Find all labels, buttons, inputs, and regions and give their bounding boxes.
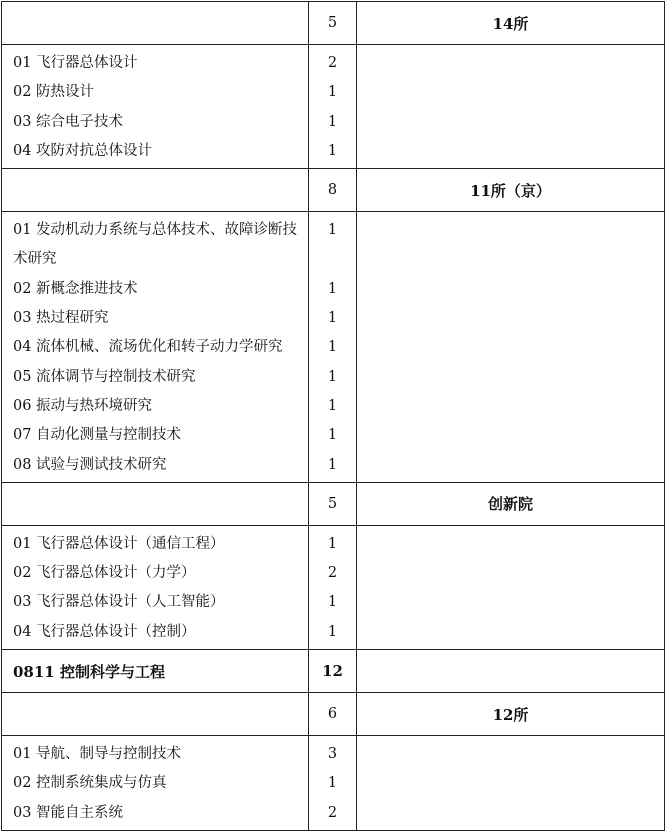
- direction-item: 08 试验与测试技术研究: [13, 456, 167, 473]
- section-count: 6: [309, 693, 357, 736]
- blank-cell: [357, 525, 665, 649]
- major-label: 0811 控制科学与工程: [2, 650, 309, 693]
- direction-list: [2, 736, 309, 831]
- section-items-row: [2, 212, 665, 483]
- direction-count: 3: [327, 746, 338, 763]
- blank-cell: [357, 45, 665, 169]
- blank-cell: [357, 650, 665, 693]
- direction-count: 1: [327, 397, 338, 414]
- direction-count: 1: [327, 339, 338, 356]
- direction-count: 1: [327, 142, 338, 159]
- direction-count: 1: [327, 427, 338, 444]
- direction-item: 01 飞行器总体设计: [13, 55, 138, 71]
- direction-count: 2: [327, 55, 338, 71]
- major-count: 12: [309, 650, 357, 693]
- section-header-row: [2, 693, 665, 736]
- direction-item: 06 振动与热环境研究: [13, 397, 153, 414]
- direction-item: 03 飞行器总体设计（人工智能）: [13, 594, 225, 611]
- direction-count: 1: [327, 535, 338, 552]
- direction-count: 2: [327, 804, 338, 821]
- section-items-row: [2, 525, 665, 649]
- institute-name: 创新院: [357, 482, 665, 525]
- blank-cell: [2, 693, 309, 736]
- direction-item: 01 导航、制导与控制技术: [13, 746, 182, 763]
- direction-item: 03 热过程研究: [13, 310, 109, 327]
- blank-cell: [2, 169, 309, 212]
- direction-item: 01 飞行器总体设计（通信工程）: [13, 535, 225, 552]
- direction-item: 02 飞行器总体设计（力学）: [13, 565, 196, 582]
- blank-cell: [2, 482, 309, 525]
- direction-item: 03 综合电子技术: [13, 113, 124, 130]
- section-header-row: [2, 482, 665, 525]
- direction-count: 1: [327, 775, 338, 792]
- direction-count: 1: [327, 623, 338, 640]
- direction-counts: [309, 525, 357, 649]
- direction-count: 1: [327, 222, 338, 239]
- direction-item: 02 防热设计: [13, 84, 95, 101]
- direction-count: 2: [327, 565, 338, 582]
- institute-name: 11所（京）: [357, 169, 665, 212]
- direction-list: [2, 525, 309, 649]
- direction-item: 04 流体机械、流场优化和转子动力学研究: [13, 339, 283, 356]
- direction-item: 07 自动化测量与控制技术: [13, 427, 182, 444]
- direction-list: [2, 212, 309, 483]
- section-items-row: [2, 736, 665, 831]
- section-items-row: [2, 45, 665, 169]
- direction-item: 02 控制系统集成与仿真: [13, 775, 167, 792]
- direction-count: 1: [327, 113, 338, 130]
- direction-item: 02 新概念推进技术: [13, 280, 138, 297]
- section-count: 8: [309, 169, 357, 212]
- direction-list: [2, 45, 309, 169]
- direction-counts: [309, 736, 357, 831]
- direction-count: 1: [327, 84, 338, 101]
- enrollment-table: [1, 1, 665, 831]
- blank-cell: [357, 212, 665, 483]
- section-header-row: [2, 169, 665, 212]
- section-count: 5: [309, 2, 357, 45]
- institute-name: 12所: [357, 693, 665, 736]
- direction-item: 04 攻防对抗总体设计: [13, 142, 153, 159]
- direction-item: 04 飞行器总体设计（控制）: [13, 623, 196, 640]
- blank-cell: [357, 736, 665, 831]
- institute-name: 14所: [357, 2, 665, 45]
- direction-item: 01 发动机动力系统与总体技术、故障诊断技术研究: [13, 222, 298, 268]
- direction-count: 1: [327, 280, 338, 297]
- direction-counts: [309, 212, 357, 483]
- section-header-row: [2, 2, 665, 45]
- blank-cell: [2, 2, 309, 45]
- direction-count: 1: [327, 368, 338, 385]
- direction-count: 1: [327, 310, 338, 327]
- direction-counts: [309, 45, 357, 169]
- direction-count: 1: [327, 456, 338, 473]
- section-count: 5: [309, 482, 357, 525]
- direction-item: 03 智能自主系统: [13, 804, 124, 821]
- direction-item: 05 流体调节与控制技术研究: [13, 368, 196, 385]
- major-row: [2, 650, 665, 693]
- direction-count: 1: [327, 594, 338, 611]
